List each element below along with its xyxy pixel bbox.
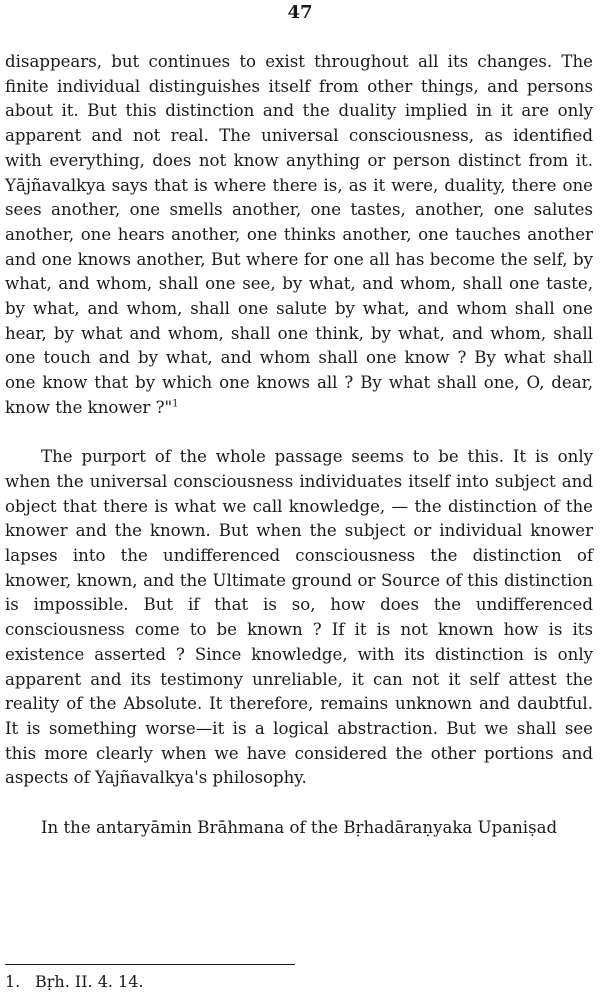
- footnote-1: [5, 972, 144, 992]
- paragraph-2: The purport of the whole passage seems to be this. It is only when the universal consciousness individuates itself into subject and object that there is what we call knowledge, — the distinction of the knower and the known. But when the subject or individual knower lapses into the undifferenced consciousness the distinction of knower, known, and the Ultimate ground or Source of this distinction is impossible. But if that is so, how does the undifferenced consciousness come to be known ? If it is not known how is its existence asserted ? Since knowledge, with its distinction is only apparent and its testimony unreliable, it can not it self attest the reality of the Absolute. It therefore, remains unknown and daubtful. It is something worse—it is a logical abstraction. But we shall see this more clearly when we have considered the other portions and aspects of Yajñavalkya's philosophy.: [5, 447, 593, 788]
- page-number: 47: [287, 2, 313, 23]
- paragraph-3: In the antaryāmin Brāhmana of the Bṛhadāraṇyaka Upaniṣad: [41, 817, 558, 837]
- paragraph-1: [5, 50, 593, 421]
- footnote-divider: [5, 964, 295, 965]
- paragraph-1-text: disappears, but continues to exist throughout all its changes. The finite individual distinguishes itself from other things, and persons about it. But this distinction and the duality implied in it are only apparent and not real. The universal consciousness, as identified with everything, does not know anything or person distinct from it. Yājñavalkya says that is where there is, as it were, duality, there one sees another, one smells another, one tastes, another, one salutes another, one hears another, one thinks another, one tauches another and one knows another, But where for one all has become the self, by what, and whom, shall one see, by what, and whom, shall one taste, by what, and whom, shall one salute by what, and whom shall one hear, by what and whom, shall one think, by what, and whom, shall one touch and by what, and whom shall one know ? By what shall one know that by which one knows all ? By what shall one, O, dear, know the knower ?": [5, 52, 593, 417]
- main-text: [5, 50, 593, 840]
- footnote-text: Bṛh. II. 4. 14.: [35, 972, 144, 991]
- footnote-number: 1.: [5, 972, 21, 991]
- footnote-reference: 1: [172, 398, 179, 410]
